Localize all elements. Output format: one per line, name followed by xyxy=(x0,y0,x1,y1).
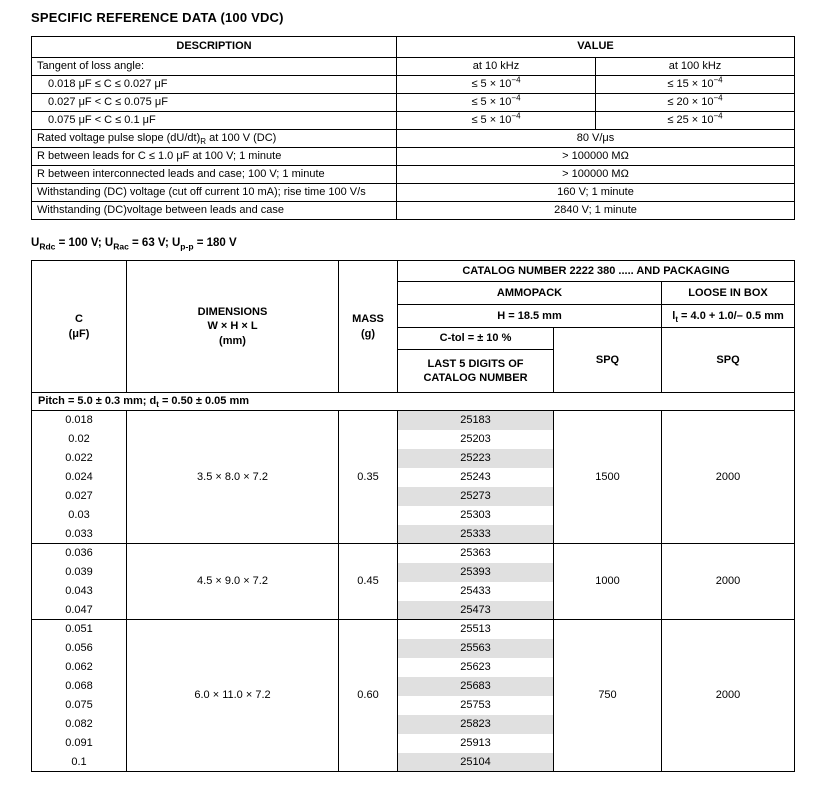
ref-row-withstand-case xyxy=(32,202,795,220)
header-line: (mm) xyxy=(219,334,246,347)
ref-row-r-leads xyxy=(32,148,795,166)
c-value: 0.1 xyxy=(32,753,127,772)
c-value: 0.027 xyxy=(32,487,127,506)
rated-voltage-line xyxy=(31,237,794,252)
specific-reference-table xyxy=(31,36,795,220)
row-value: 2840 V; 1 minute xyxy=(397,202,795,220)
row-label: R between interconnected leads and case; 100 V; 1 minute xyxy=(32,166,397,184)
row-label: 0.075 μF < C ≤ 0.1 μF xyxy=(32,112,397,130)
freq-100khz-label: at 100 kHz xyxy=(596,58,795,76)
catalog-row xyxy=(32,544,795,563)
catalog-code: 25333 xyxy=(398,525,554,544)
ref-header-row xyxy=(32,37,795,58)
header-line: W × H × L xyxy=(207,320,258,333)
catalog-code: 25183 xyxy=(398,411,554,430)
ammopack-height-spec: H = 18.5 mm xyxy=(398,305,662,328)
voltage-symbol: U xyxy=(31,237,40,249)
pitch-spec xyxy=(32,393,795,411)
row-label: Withstanding (DC) voltage (cut off current 10 mA); rise time 100 V/s xyxy=(32,184,397,202)
catalog-code: 25203 xyxy=(398,430,554,449)
freq-10khz-label: at 10 kHz xyxy=(397,58,596,76)
c-value: 0.033 xyxy=(32,525,127,544)
c-value: 0.018 xyxy=(32,411,127,430)
ref-row-range-3 xyxy=(32,112,795,130)
spec-text: Pitch = 5.0 ± 0.3 mm; d xyxy=(38,395,157,408)
catalog-row xyxy=(32,411,795,430)
catalog-code: 25683 xyxy=(398,677,554,696)
c-value: 0.02 xyxy=(32,430,127,449)
row-value: > 100000 MΩ xyxy=(397,166,795,184)
spec-text: = 0.50 ± 0.05 mm xyxy=(158,395,250,408)
value-100khz xyxy=(596,112,795,130)
voltage-subscript: Rac xyxy=(113,241,129,252)
spq-ammopack-value: 1000 xyxy=(554,544,662,620)
c-value: 0.03 xyxy=(32,506,127,525)
voltage-text: = 63 V; U xyxy=(128,237,181,249)
mass-value: 0.45 xyxy=(339,544,398,620)
c-tolerance-spec: C-tol = ± 10 % xyxy=(398,328,554,350)
voltage-subscript: Rdc xyxy=(39,241,56,252)
value-base: ≤ 25 × 10 xyxy=(667,113,714,126)
row-value: > 100000 MΩ xyxy=(397,148,795,166)
spq-loose-header: SPQ xyxy=(662,328,795,393)
spq-loose-value: 2000 xyxy=(662,544,795,620)
catalog-code: 25473 xyxy=(398,601,554,620)
value-exponent: −4 xyxy=(511,74,521,84)
row-label: R between leads for C ≤ 1.0 μF at 100 V; 1 minute xyxy=(32,148,397,166)
voltage-subscript: p-p xyxy=(180,241,194,252)
header-line: MASS xyxy=(352,313,384,326)
ref-row-range-2 xyxy=(32,94,795,112)
voltage-text: = 100 V; U xyxy=(55,237,114,249)
catalog-code: 25513 xyxy=(398,620,554,639)
row-label: Tangent of loss angle: xyxy=(32,58,397,76)
catalog-code: 25223 xyxy=(398,449,554,468)
catalog-code: 25623 xyxy=(398,658,554,677)
c-value: 0.068 xyxy=(32,677,127,696)
spq-loose-value: 2000 xyxy=(662,620,795,772)
dimensions-value: 4.5 × 9.0 × 7.2 xyxy=(127,544,339,620)
spq-loose-value: 2000 xyxy=(662,411,795,544)
value-base: ≤ 20 × 10 xyxy=(667,95,714,108)
catalog-code: 25363 xyxy=(398,544,554,563)
col-header-description: DESCRIPTION xyxy=(32,37,397,58)
c-value: 0.047 xyxy=(32,601,127,620)
value-10khz xyxy=(397,76,596,94)
c-value: 0.024 xyxy=(32,468,127,487)
ref-row-pulse-slope xyxy=(32,130,795,148)
dimensions-value: 6.0 × 11.0 × 7.2 xyxy=(127,620,339,772)
value-10khz xyxy=(397,112,596,130)
c-value: 0.043 xyxy=(32,582,127,601)
label-part: Rated voltage pulse slope (dU/dt) xyxy=(37,131,201,144)
value-exponent: −4 xyxy=(511,92,521,102)
header-line: LAST 5 DIGITS OF xyxy=(427,357,524,370)
value-exponent: −4 xyxy=(713,110,723,120)
c-value: 0.075 xyxy=(32,696,127,715)
c-value: 0.056 xyxy=(32,639,127,658)
catalog-code: 25823 xyxy=(398,715,554,734)
value-exponent: −4 xyxy=(511,110,521,120)
catalog-code: 25433 xyxy=(398,582,554,601)
value-base: ≤ 5 × 10 xyxy=(471,95,512,108)
catalog-code: 25393 xyxy=(398,563,554,582)
header-line: C xyxy=(75,313,83,326)
catalog-code: 25753 xyxy=(398,696,554,715)
row-value: 80 V/μs xyxy=(397,130,795,148)
header-line: (g) xyxy=(360,327,376,340)
catalog-code: 25273 xyxy=(398,487,554,506)
c-value: 0.062 xyxy=(32,658,127,677)
catalog-number-header: CATALOG NUMBER 2222 380 ..... AND PACKAGING xyxy=(398,261,795,282)
ref-row-range-1 xyxy=(32,76,795,94)
ref-row-r-case xyxy=(32,166,795,184)
value-exponent: −4 xyxy=(713,74,723,84)
col-header-capacitance xyxy=(32,261,127,393)
spq-ammopack-header: SPQ xyxy=(554,328,662,393)
value-100khz xyxy=(596,94,795,112)
value-10khz xyxy=(397,94,596,112)
catalog-code: 25104 xyxy=(398,753,554,772)
catalog-code: 25303 xyxy=(398,506,554,525)
ref-row-tangent xyxy=(32,58,795,76)
row-label: 0.018 μF ≤ C ≤ 0.027 μF xyxy=(32,76,397,94)
header-line: (μF) xyxy=(68,327,90,340)
catalog-header-row-1 xyxy=(32,261,795,282)
loose-lead-length-spec xyxy=(662,305,795,328)
row-value: 160 V; 1 minute xyxy=(397,184,795,202)
last-5-digits-header xyxy=(398,350,554,393)
row-label xyxy=(32,130,397,148)
catalog-code: 25913 xyxy=(398,734,554,753)
c-value: 0.022 xyxy=(32,449,127,468)
c-value: 0.036 xyxy=(32,544,127,563)
col-header-mass xyxy=(339,261,398,393)
label-part: at 100 V (DC) xyxy=(206,131,277,144)
value-exponent: −4 xyxy=(713,92,723,102)
c-value: 0.082 xyxy=(32,715,127,734)
spq-ammopack-value: 750 xyxy=(554,620,662,772)
label-subscript: R xyxy=(200,136,207,146)
catalog-row xyxy=(32,620,795,639)
catalog-code: 25243 xyxy=(398,468,554,487)
spec-text: = 4.0 + 1.0/– 0.5 mm xyxy=(677,309,784,322)
catalog-number-table xyxy=(31,260,795,772)
spec-subscript: t xyxy=(156,400,159,410)
col-header-dimensions xyxy=(127,261,339,393)
spec-subscript: t xyxy=(675,315,678,325)
c-value: 0.091 xyxy=(32,734,127,753)
header-line: CATALOG NUMBER xyxy=(423,372,528,384)
value-base: ≤ 5 × 10 xyxy=(471,77,512,90)
header-line: DIMENSIONS xyxy=(197,306,268,319)
mass-value: 0.35 xyxy=(339,411,398,544)
voltage-text: = 180 V xyxy=(193,237,237,249)
c-value: 0.051 xyxy=(32,620,127,639)
loose-in-box-header: LOOSE IN BOX xyxy=(662,282,795,305)
spec-symbol: l xyxy=(672,309,676,322)
value-100khz xyxy=(596,76,795,94)
spq-ammopack-value: 1500 xyxy=(554,411,662,544)
col-header-value: VALUE xyxy=(397,37,795,58)
ammopack-header: AMMOPACK xyxy=(398,282,662,305)
catalog-code: 25563 xyxy=(398,639,554,658)
row-label: 0.027 μF < C ≤ 0.075 μF xyxy=(32,94,397,112)
page-title: SPECIFIC REFERENCE DATA (100 VDC) xyxy=(31,10,284,25)
dimensions-value: 3.5 × 8.0 × 7.2 xyxy=(127,411,339,544)
value-base: ≤ 15 × 10 xyxy=(667,77,714,90)
c-value: 0.039 xyxy=(32,563,127,582)
mass-value: 0.60 xyxy=(339,620,398,772)
row-label: Withstanding (DC)voltage between leads and case xyxy=(32,202,397,220)
ref-row-withstand-voltage xyxy=(32,184,795,202)
value-base: ≤ 5 × 10 xyxy=(471,113,512,126)
pitch-spec-row xyxy=(32,393,795,411)
